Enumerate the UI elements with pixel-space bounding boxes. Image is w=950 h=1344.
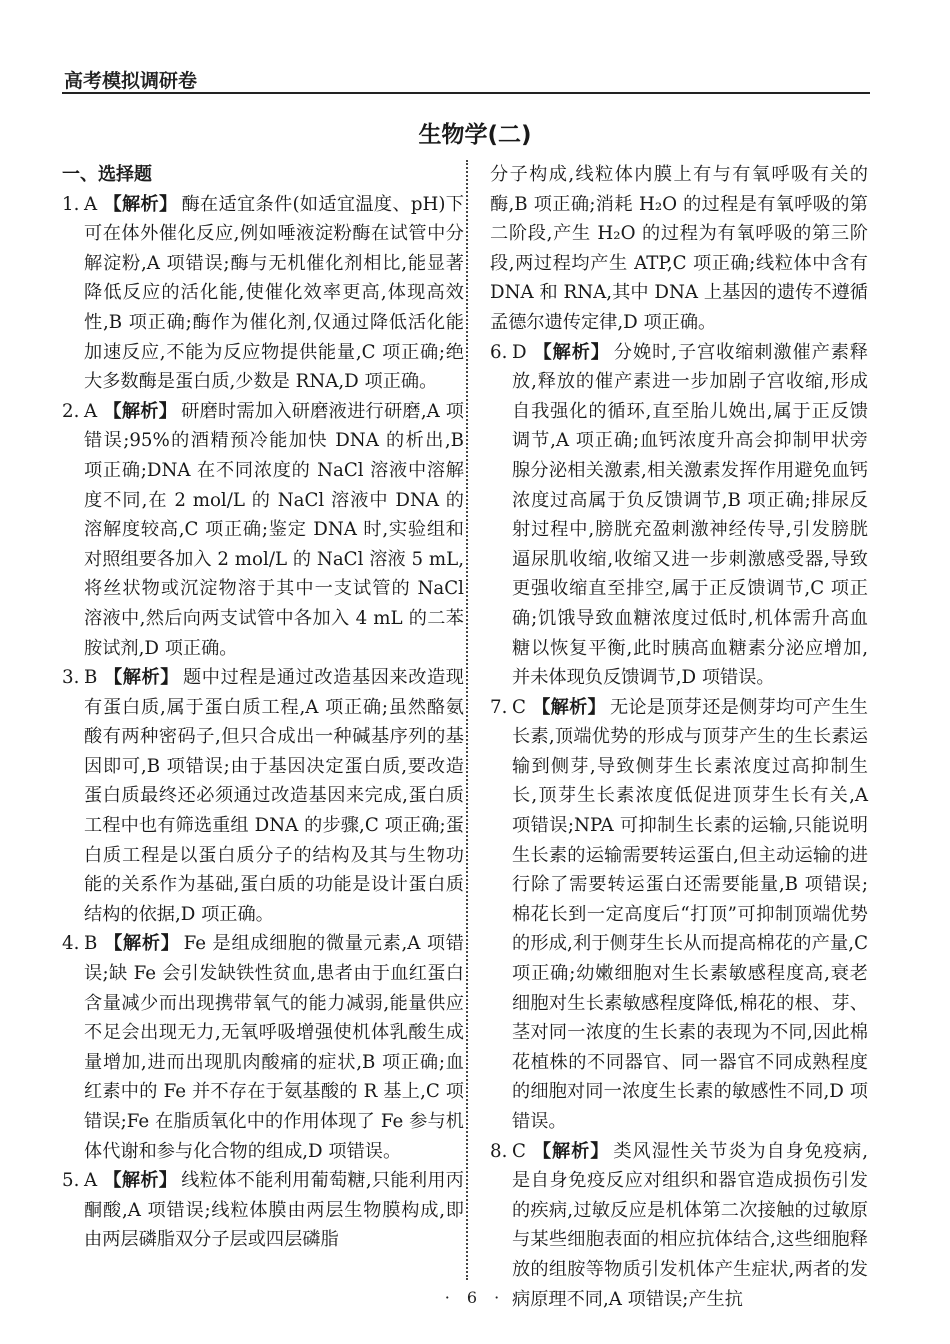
- page-title: 生物学(二): [418, 122, 532, 148]
- analysis-tag: 【解析】: [103, 193, 178, 215]
- item-number: 1.: [62, 193, 80, 215]
- left-column: [62, 160, 464, 1255]
- item-text: 无论是顶芽还是侧芽均可产生生长素,顶端优势的形成与顶芽产生的生长素运输到侧芽,导致侧芽生长素浓度过高抑制生长,顶芽生长素浓度低促进顶芽生长有关,A 项错误;NPA 可抑制生长素的运输,只能说明生长素的运输需要转运蛋白,但主动运输的进行除了需要转运蛋白还需要能量,B 项错误;棉花长到一定高度后“打顶”可抑制顶端优势的形成,利于侧芽生长从而提高棉花的产量,C 项正确;幼嫩细胞对生长素敏感程度高,衰老细胞对生长素敏感程度降低,棉花的根、芽、茎对同一浓度的生长素的表现为不同,因此棉花植株的不同器官、同一器官不同成熟程度的细胞对同一浓度生长素的敏感性不同,D 项错误。: [512, 696, 868, 1132]
- analysis-tag: 【解析】: [531, 696, 606, 718]
- item-answer: A: [84, 400, 98, 422]
- item-text: 研磨时需加入研磨液进行研磨,A 项错误;95%的酒精预冷能加快 DNA 的析出,B 项正确;DNA 在不同浓度的 NaCl 溶液中溶解度不同,在 2 mol/L 的 NaCl 溶液中 DNA 的溶解度较高,C 项正确;鉴定 DNA 时,实验组和对照组要各加入 2 mol/L 的 NaCl 溶液 5 mL,将丝状物或沉淀物溶于其中一支试管的 NaCl 溶液中,然后向两支试管中各加入 4 mL 的二苯胺试剂,D 项正确。: [84, 400, 464, 659]
- answer-item-4: [62, 929, 464, 1166]
- analysis-tag: 【解析】: [103, 933, 180, 955]
- answer-item-3: [62, 663, 464, 929]
- right-column: [490, 160, 868, 1314]
- item-number: 2.: [62, 400, 80, 422]
- header-rule: [62, 92, 870, 94]
- column-divider: [466, 160, 468, 1280]
- item-answer: C: [512, 1140, 526, 1162]
- item-answer: B: [84, 933, 98, 955]
- analysis-tag: 【解析】: [531, 1140, 610, 1162]
- item-text: 酶在适宜条件(如适宜温度、pH)下可在体外催化反应,例如唾液淀粉酶在试管中分解淀粉,A 项错误;酶与无机催化剂相比,能显著降低反应的活化能,使催化效率更高,体现高效性,B 项正确;酶作为催化剂,仅通过降低活化能加速反应,不能为反应物提供能量,C 项正确;绝大多数酶是蛋白质,少数是 RNA,D 项正确。: [84, 193, 464, 393]
- answer-item-5: [62, 1166, 464, 1255]
- item-number: 4.: [62, 933, 80, 955]
- item-answer: C: [512, 696, 526, 718]
- item-text: 线粒体不能利用葡萄糖,只能利用丙酮酸,A 项错误;线粒体膜由两层生物膜构成,即由两层磷脂双分子层或四层磷脂: [84, 1170, 464, 1251]
- item-answer: B: [84, 667, 98, 689]
- section-heading: 一、选择题: [62, 164, 152, 185]
- item-number: 8.: [490, 1140, 508, 1162]
- item-text: Fe 是组成细胞的微量元素,A 项错误;缺 Fe 会引发缺铁性贫血,患者由于血红蛋白含量减少而出现携带氧气的能力减弱,能量供应不足会出现无力,无氧呼吸增强使机体乳酸生成量增加,进而出现肌肉酸痛的症状,B 项正确;血红素中的 Fe 并不存在于氨基酸的 R 基上,C 项错误;Fe 在脂质氧化中的作用体现了 Fe 参与机体代谢和参与化合物的组成,D 项错误。: [84, 933, 464, 1162]
- item-number: 3.: [62, 667, 80, 689]
- item-text: 分娩时,子宫收缩刺激催产素释放,释放的催产素进一步加剧子宫收缩,形成自我强化的循环,直至胎儿娩出,属于正反馈调节,A 项正确;血钙浓度升高会抑制甲状旁腺分泌相关激素,相关激素发挥作用避免血钙浓度过高属于负反馈调节,B 项正确;排尿反射过程中,膀胱充盈刺激神经传导,引发膀胱逼尿肌收缩,收缩又进一步刺激感受器,导致更强收缩直至排空,属于正反馈调节,C 项正确;饥饿导致血糖浓度过低时,机体需升高血糖以恢复平衡,此时胰高血糖素分泌应增加,并未体现负反馈调节,D 项错误。: [512, 341, 868, 689]
- item-answer: D: [512, 341, 527, 363]
- item-number: 7.: [490, 696, 508, 718]
- answer-item-6: [490, 338, 868, 693]
- analysis-tag: 【解析】: [103, 1170, 178, 1192]
- page-number: · 6 ·: [444, 1288, 506, 1307]
- item-answer: A: [84, 193, 98, 215]
- analysis-tag: 【解析】: [532, 341, 610, 363]
- item-text: 类风湿性关节炎为自身免疫病,是自身免疫反应对组织和器官造成损伤引发的疾病,过敏反应是机体第二次接触的过敏原与某些细胞表面的相应抗体结合,这些细胞释放的组胺等物质引发机体产生症状,两者的发病原理不同,A 项错误;产生抗: [512, 1140, 868, 1310]
- analysis-tag: 【解析】: [103, 667, 180, 689]
- item-number: 5.: [62, 1170, 80, 1192]
- answer-item-7: [490, 693, 868, 1137]
- running-head: 高考模拟调研卷: [64, 70, 198, 92]
- answer-item-2: [62, 397, 464, 663]
- item-answer: A: [84, 1170, 98, 1192]
- item-5-continuation: 分子构成,线粒体内膜上有与有氧呼吸有关的酶,B 项正确;消耗 H₂O 的过程是有氧呼吸的第二阶段,产生 H₂O 的过程为有氧呼吸的第三阶段,两过程均产生 ATP,C 项正确;线粒体中含有 DNA 和 RNA,其中 DNA 上基因的遗传不遵循孟德尔遗传定律,D 项正确。: [490, 164, 868, 333]
- answer-item-1: [62, 190, 464, 397]
- item-number: 6.: [490, 341, 508, 363]
- item-text: 题中过程是通过改造基因来改造现有蛋白质,属于蛋白质工程,A 项正确;虽然酪氨酸有两种密码子,但只合成出一种碱基序列的基因即可,B 项错误;由于基因决定蛋白质,要改造蛋白质最终还必须通过改造基因来完成,蛋白质工程中也有筛选重组 DNA 的步骤,C 项正确;蛋白质工程是以蛋白质分子的结构及其与生物功能的关系作为基础,蛋白质的功能是设计蛋白质结构的依据,D 项正确。: [84, 667, 464, 925]
- analysis-tag: 【解析】: [103, 400, 178, 422]
